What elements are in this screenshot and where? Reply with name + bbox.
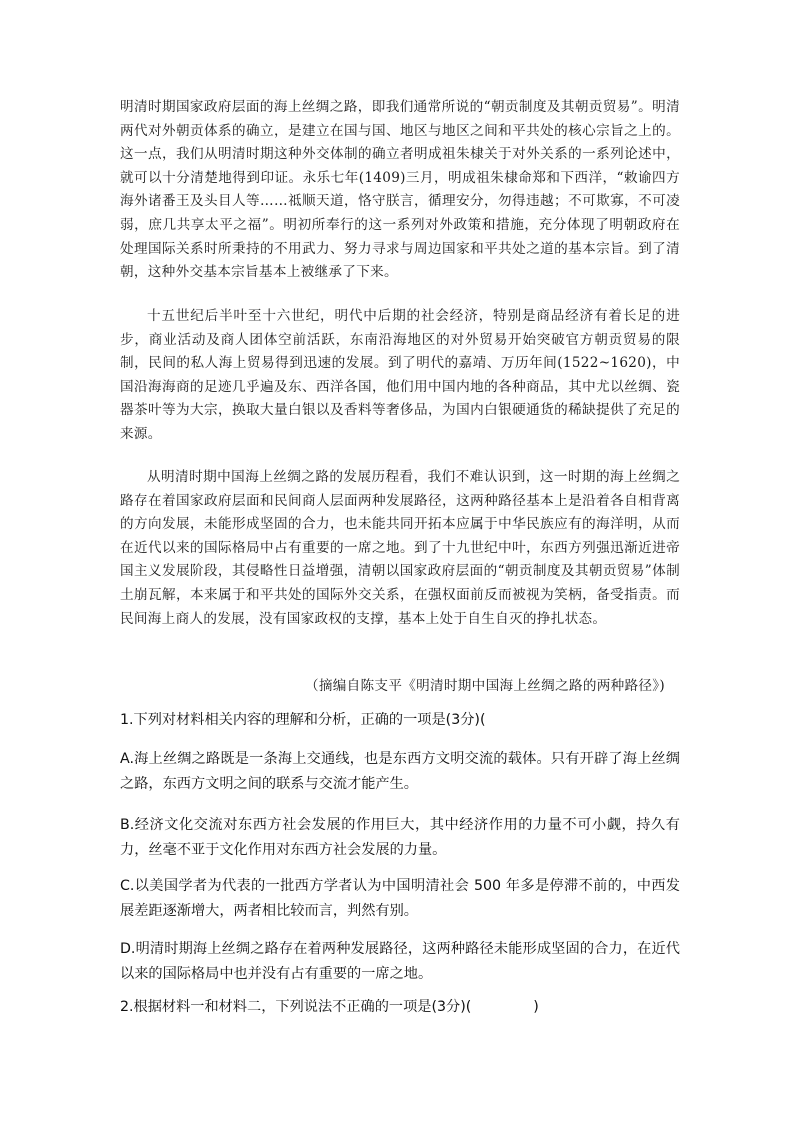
- question-2-text: 2.根据材料一和材料二，下列说法不正确的一项是(3分)(: [120, 999, 472, 1015]
- question-1-option-d: D.明清时期海上丝绸之路存在着两种发展路径，这两种路径未能形成坚固的合力，在近代以来的国际格局中也并没有占有重要的一席之地。: [120, 941, 680, 982]
- question-1-stem: 1.下列对材料相关内容的理解和分析，正确的一项是(3分)(: [120, 712, 486, 728]
- passage-paragraph-2: 十五世纪后半叶至十六世纪，明代中后期的社会经济，特别是商品经济有着长足的进步，商业活动及商人团体空前活跃，东南沿海地区的对外贸易开始突破官方朝贡贸易的限制，民间的私人海上贸易得到迅速的发展。到了明代的嘉靖、万历年间(1522~1620)，中国沿海海商的足迹几乎遍及东、西洋各国，他们用中国内地的各种商品，其中尤以丝绸、瓷器茶叶等为大宗，换取大量白银以及香料等奢侈品，为国内白银硬通货的稀缺提供了充足的来源。: [120, 308, 680, 442]
- question-2-stem: [120, 995, 680, 1020]
- question-1-option-b: B.经济文化交流对东西方社会发展的作用巨大，其中经济作用的力量不可小觑，持久有力，丝毫不亚于文化作用对东西方社会发展的力量。: [120, 817, 680, 858]
- question-1-option-c: C.以美国学者为代表的一批西方学者认为中国明清社会 500 年多是停滞不前的，中西发展差距逐渐增大，两者相比较而言，判然有别。: [120, 878, 680, 919]
- question-1-option-a: A.海上丝绸之路既是一条海上交通线，也是东西方文明交流的载体。只有开辟了海上丝绸之路，东西方文明之间的联系与交流才能产生。: [120, 751, 680, 792]
- question-2-close-paren: ): [533, 999, 539, 1015]
- passage-source: （摘编自陈支平《明清时期中国海上丝绸之路的两种路径》): [304, 678, 665, 694]
- passage-paragraph-3: 从明清时期中国海上丝绸之路的发展历程看，我们不难认识到，这一时期的海上丝绸之路存在着国家政府层面和民间商人层面两种发展路径，这两种路径基本上是沿着各自相背离的方向发展，未能形成坚固的合力，也未能共同开拓本应属于中华民族应有的海洋明，从而在近代以来的国际格局中占有重要的一席之地。到了十九世纪中叶，东西方列强迅渐近进帝国主义发展阶段，其侵略性日益增强，清朝以国家政府层面的“朝贡制度及其朝贡贸易”体制土崩瓦解，本来属于和平共处的国际外交关系，在强权面前反而被视为笑柄，备受指责。而民间海上商人的发展，没有国家政权的支撑，基本上处于自生自灭的挣扎状态。: [120, 469, 680, 627]
- passage-paragraph-1: 明清时期国家政府层面的海上丝绸之路，即我们通常所说的“朝贡制度及其朝贡贸易”。明清两代对外朝贡体系的确立，是建立在国与国、地区与地区之间和平共处的核心宗旨之上的。这一点，我们从明清时期这种外交体制的确立者明成祖朱棣关于对外关系的一系列论述中，就可以十分清楚地得到印证。永乐七年(1409)三月，明成祖朱棣命郑和下西洋，“敕谕四方海外诸番王及头目人等……祗顺天道，恪守朕言，循理安分，勿得违越；不可欺寡，不可凌弱，庶几共享太平之福”。明初所奉行的这一系列对外政策和措施，充分体现了明朝政府在处理国际关系时所秉持的不用武力、努力寻求与周边国家和平共处之道的基本宗旨。到了清朝，这种外交基本宗旨基本上被继承了下来。: [120, 99, 680, 281]
